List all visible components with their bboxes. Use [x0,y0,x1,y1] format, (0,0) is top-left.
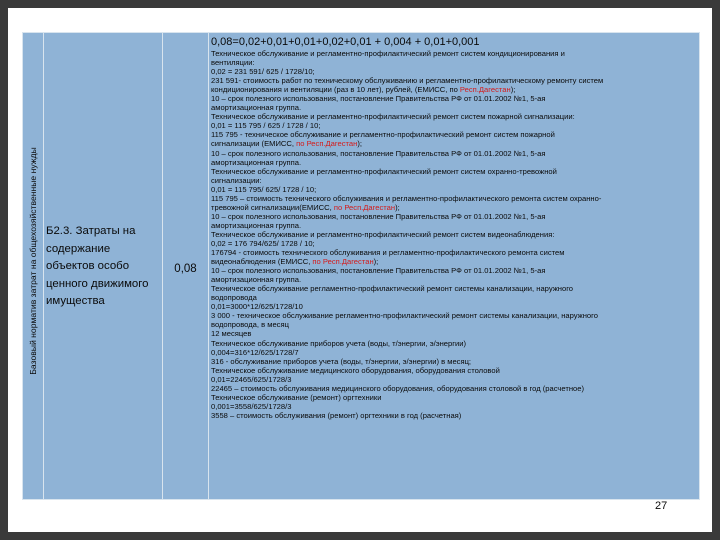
description-line [211,49,697,58]
line-text: видеонаблюдения (ЕМИСС, [211,257,313,267]
line-text: 316 - обслуживание приборов учета (воды, т/энергии, э/энергии) в месяц; [211,356,472,366]
line-text: 10 – срок полезного использования, постановление Правительства РФ от 01.01.2002 №1, 5-ая [211,94,546,104]
region-highlight: по Респ.Дагестан [333,202,396,212]
line-text-tail: ); [373,257,379,267]
line-text: 22465 – стоимость обслуживания медицинского оборудования, оборудования столовой в год (расчетное) [211,383,584,393]
page-number: 27 [655,500,668,512]
description-line [211,248,697,257]
line-text: 0,02 = 231 591/ 625 / 1728/10; [211,67,315,77]
line-text: 10 – срок полезного использования, постановление Правительства РФ от 01.01.2002 №1, 5-ая [211,211,546,221]
line-text: 0,01=22465/625/1728/3 [211,374,292,384]
cost-table [22,32,700,500]
description-line [211,284,697,293]
description-cell [209,33,699,499]
line-text: тревожной сигнализации(ЕМИСС, [211,202,334,212]
description-line [211,112,697,121]
line-text: 0,02 = 176 794/625/ 1728 / 10; [211,238,315,248]
description-line [211,320,697,329]
region-highlight: по Респ.Дагестан [296,139,358,149]
description-line [211,266,697,275]
description-line [211,121,697,130]
line-text: 12 месяцев [211,329,252,339]
line-text: 3558 – стоимость обслуживания (ремонт) оргтехники в год (расчетная) [211,410,462,420]
description-line [211,357,697,366]
description-line [211,293,697,302]
line-text: амортизационная группа. [211,103,302,113]
line-text: 115 795 - техническое обслуживание и регламентно-профилактический ремонт систем пожарной [211,130,555,140]
description-line [211,275,697,284]
side-label: Базовый норматив затрат на общехозяйственные нужды [28,147,38,375]
line-text: кондиционирования и вентиляции (раз в 10 лет), рублей, (ЕМИСС, по [211,85,460,95]
line-text: 10 – срок полезного использования, постановление Правительства РФ от 01.01.2002 №1, 5-ая [211,148,546,158]
description-line [211,203,697,212]
cost-name: Б2.3. Затраты на содержание объектов особо ценного движимого имущества [46,225,149,307]
region-highlight: по Респ.Дагестан [312,257,374,267]
description-line [211,393,697,402]
description-line [211,212,697,221]
line-text-tail: ); [357,139,362,149]
line-text: 0,001=3558/625/1728/3 [211,401,292,411]
line-text: Техническое обслуживание приборов учета (воды, т/энергии, э/энергии) [211,338,466,348]
description-line [211,167,697,176]
line-text-tail: ); [395,202,400,212]
line-text: Техническое обслуживание медицинского оборудования, оборудования столовой [211,365,500,375]
line-text: вентиляции: [211,58,255,68]
line-text: амортизационная группа. [211,157,302,167]
line-text: 0,01=3000*12/625/1728/10 [211,302,303,312]
side-label-cell [23,33,44,499]
line-text: 231 591- стоимость работ по техническому обслуживанию и регламентно-профилактическому ремонту систем [211,76,604,86]
line-text: Техническое обслуживание и регламентно-профилактический ремонт систем видеонаблюдения: [211,229,555,239]
line-text: 0,004=316*12/625/1728/7 [211,347,299,357]
description-line [211,58,697,67]
description-line [211,158,697,167]
description-line [211,257,697,266]
description-line [211,67,697,76]
line-text: водопровода [211,293,257,303]
line-text: 3 000 - техническое обслуживание регламентно-профилактический ремонт системы канализации, наружного [211,311,598,321]
line-text: амортизационная группа. [211,275,302,285]
description-line [211,221,697,230]
description-line [211,375,697,384]
description-line [211,329,697,338]
description-line [211,85,697,94]
cost-name-cell [44,33,163,499]
description-line [211,103,697,112]
description-line [211,139,697,148]
region-highlight: Респ.Дагестан [459,85,511,95]
description-line [211,239,697,248]
line-text: амортизационная группа. [211,220,302,230]
description-line [211,76,697,85]
line-text: 0,01 = 115 795/ 625/ 1728 / 10; [211,184,317,194]
description-line [211,130,697,139]
description-line [211,94,697,103]
slide [8,8,712,532]
line-text: Техническое обслуживание и регламентно-профилактический ремонт систем кондиционирования и [211,49,565,58]
description-line [211,149,697,158]
description-line [211,411,697,420]
description-line [211,366,697,375]
line-text: сигнализации (ЕМИСС, [211,139,297,149]
description-line [211,230,697,239]
description-line [211,194,697,203]
description-line [211,185,697,194]
line-text: Техническое обслуживание (ремонт) оргтехники [211,392,382,402]
line-text: Техническое обслуживание и регламентно-профилактический ремонт систем пожарной сигнализации: [211,112,575,122]
description-lines [209,49,699,420]
line-text: Техническое обслуживание и регламентно-профилактический ремонт систем охранно-тревожной [211,166,557,176]
description-line [211,402,697,411]
line-text: 10 – срок полезного использования, постановление Правительства РФ от 01.01.2002 №1, 5-ая [211,266,546,276]
description-line [211,302,697,311]
line-text: сигнализации: [211,175,262,185]
description-line [211,311,697,320]
cost-value: 0,08 [174,263,197,275]
line-text: Техническое обслуживание регламентно-профилактический ремонт системы канализации, наружного [211,284,574,294]
description-line [211,348,697,357]
cost-value-cell [163,33,209,499]
line-text: 176794 - стоимость технического обслуживания и регламентно-профилактического ремонта систем [211,248,565,258]
line-text-tail: ); [510,85,516,95]
total-formula: 0,08=0,02+0,01+0,01+0,02+0,01 + 0,004 + 0,01+0,001 [211,36,480,48]
line-text: 115 795 – стоимость технического обслуживания и регламентно-профилактического ремонта систем охранно- [211,193,602,203]
line-text: водопровода, в месяц [211,320,289,330]
description-line [211,339,697,348]
line-text: 0,01 = 115 795 / 625 / 1728 / 10; [211,121,321,131]
description-line [211,176,697,185]
description-line [211,384,697,393]
